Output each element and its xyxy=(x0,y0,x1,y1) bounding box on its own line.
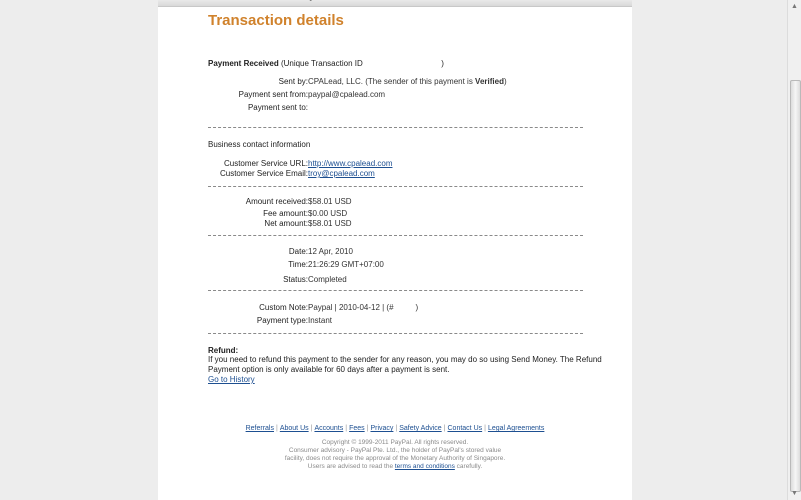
customer-service-email-link[interactable]: troy@cpalead.com xyxy=(308,169,375,178)
time-value: 21:26:29 GMT+07:00 xyxy=(308,260,384,269)
custom-note-close: ) xyxy=(415,303,419,312)
advisory-text-post: carefully. xyxy=(454,463,483,470)
footer-link-safety-advice[interactable]: Safety Advice xyxy=(399,425,442,432)
date-label: Date: xyxy=(288,247,308,256)
go-to-history-link[interactable]: Go to History xyxy=(208,375,255,384)
customer-service-url-label: Customer Service URL: xyxy=(223,159,308,168)
scrollbar-thumb[interactable] xyxy=(790,80,801,492)
main-page xyxy=(158,0,632,500)
copyright-text: Copyright © 1999-2011 PayPal. All rights reserved. xyxy=(321,439,469,446)
verified-badge: Verified xyxy=(475,77,504,86)
refund-heading: Refund: xyxy=(208,346,239,355)
footer-link-about-us[interactable]: About Us xyxy=(279,425,309,432)
divider xyxy=(208,290,583,291)
advisory-text-pre: Users are advised to read the xyxy=(307,463,395,470)
footer-link-accounts[interactable]: Accounts xyxy=(314,425,344,432)
footer-links: Referrals | About Us | Accounts | Fees | Privacy | Safety Advice | Contact Us | Legal Agreements xyxy=(245,425,545,432)
sent-by-value xyxy=(308,77,507,87)
date-value: 12 Apr, 2010 xyxy=(308,247,353,256)
footer-link-referrals[interactable]: Referrals xyxy=(245,425,274,432)
refund-text-line1: If you need to refund this payment to the sender for any reason, you may do so using Send Money. The Refund xyxy=(208,355,602,364)
consumer-advisory-line2: facility, does not require the approval of the Monetary Authority of Singapore. xyxy=(284,455,506,462)
customer-service-url-link[interactable]: http://www.cpalead.com xyxy=(308,159,393,168)
footer-link-privacy[interactable]: Privacy xyxy=(370,425,394,432)
footer-link-contact-us[interactable]: Contact Us xyxy=(447,425,483,432)
transaction-id-close: ) xyxy=(441,59,444,68)
status-value: Completed xyxy=(308,275,347,284)
customer-service-email-label: Customer Service Email: xyxy=(219,169,308,178)
vertical-scrollbar[interactable] xyxy=(787,0,801,500)
custom-note-label: Custom Note: xyxy=(259,303,308,312)
scroll-down-arrow-icon[interactable]: ▼ xyxy=(791,490,798,497)
amount-received-label: Amount received: xyxy=(245,197,308,206)
nav-resolution-center[interactable] xyxy=(333,0,405,1)
fee-amount-value: $0.00 USD xyxy=(308,209,348,218)
net-amount-label: Net amount: xyxy=(264,219,308,228)
time-label: Time: xyxy=(288,260,308,269)
nav-history[interactable] xyxy=(286,0,314,1)
business-contact-heading: Business contact information xyxy=(208,140,311,149)
nav-overview[interactable] xyxy=(166,0,204,1)
divider xyxy=(208,186,583,187)
footer-link-fees[interactable]: Fees xyxy=(349,425,365,432)
divider xyxy=(208,333,583,334)
payment-received-label: Payment Received xyxy=(208,59,279,68)
scroll-up-arrow-icon[interactable]: ▲ xyxy=(791,3,798,10)
terms-and-conditions-link[interactable]: terms and conditions xyxy=(394,463,455,470)
divider xyxy=(208,235,583,236)
sent-by-text: CPALead, LLC. (The sender of this payment is xyxy=(308,77,476,86)
sent-by-close: ) xyxy=(503,77,507,86)
consumer-advisory-line3 xyxy=(158,463,632,471)
consumer-advisory-line1: Consumer advisory - PayPal Pte. Ltd., the holder of PayPal's stored value xyxy=(288,447,502,454)
sent-from-label: Payment sent from: xyxy=(238,90,308,99)
net-amount-value: $58.01 USD xyxy=(308,219,352,228)
custom-note-value xyxy=(308,303,418,313)
transaction-id-text: (Unique Transaction ID xyxy=(280,59,363,68)
payment-type-value: Instant xyxy=(308,316,333,325)
nav-withdraw[interactable] xyxy=(223,0,261,1)
sent-to-label: Payment sent to: xyxy=(247,103,308,112)
refund-text-line2: Payment option is only available for 60 days after a payment is sent. xyxy=(208,365,450,374)
page-title: Transaction details xyxy=(208,12,344,29)
fee-amount-label: Fee amount: xyxy=(263,209,308,218)
sent-by-label: Sent by: xyxy=(278,77,308,86)
nav-profile[interactable] xyxy=(420,0,446,1)
payment-header xyxy=(208,59,444,69)
footer-link-legal-agreements[interactable]: Legal Agreements xyxy=(487,425,545,432)
divider xyxy=(208,127,583,128)
top-navigation xyxy=(158,0,632,7)
status-label: Status: xyxy=(283,275,308,284)
payment-type-label: Payment type: xyxy=(256,316,308,325)
amount-received-value: $58.01 USD xyxy=(308,197,352,206)
sent-from-value: paypal@cpalead.com xyxy=(308,90,386,99)
custom-note-text: Paypal | 2010-04-12 | (# xyxy=(308,303,394,312)
